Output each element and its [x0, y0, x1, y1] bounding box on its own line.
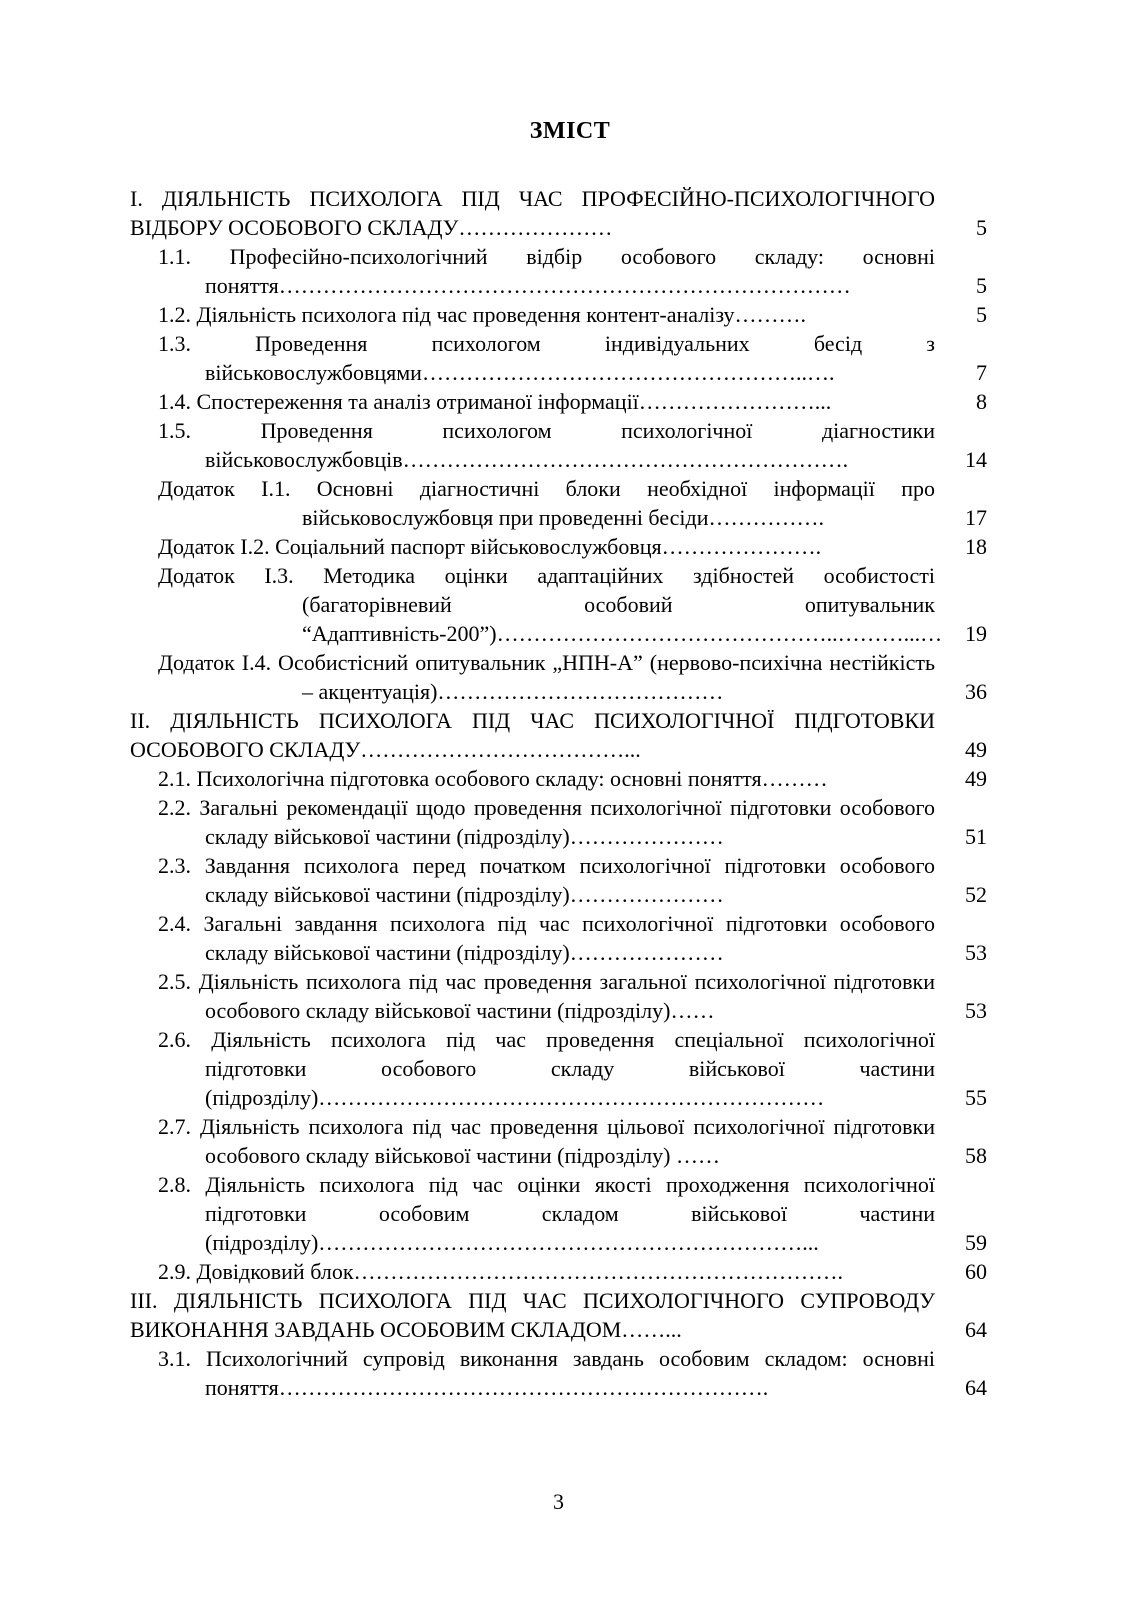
toc-entry-text: Додаток І.2. Соціальний паспорт військовослужбовця…………………. [158, 534, 822, 560]
toc-entry [130, 300, 987, 329]
toc-entry [130, 416, 987, 474]
toc-entry-text: 2.7. Діяльність психолога під час проведення цільової психологічної підготовки особового складу військової частини (підрозділу) …… [158, 1114, 935, 1169]
toc-entry-text: 1.3. Проведення психологом індивідуальних бесід з військовослужбовцями……………………………………………..…. [158, 331, 935, 386]
toc-entry-page: 53 [965, 998, 987, 1024]
toc-entry-text: 2.9. Довідковий блок…………………………………………………………. [158, 1259, 844, 1285]
toc-entry [130, 851, 987, 909]
toc-entry-page: 18 [965, 534, 987, 560]
toc-entry-text: 2.4. Загальні завдання психолога під час психологічної підготовки особового складу військової частини (підрозділу)………………… [158, 911, 935, 966]
toc-entry [130, 706, 987, 764]
toc-entry-page: 59 [965, 1230, 987, 1256]
toc-entry [130, 967, 987, 1025]
toc-entry-page: 36 [965, 679, 987, 705]
toc-entry [130, 474, 987, 532]
toc-entry-page: 55 [965, 1085, 987, 1111]
toc-entry-page: 49 [965, 766, 987, 792]
toc-entry [130, 909, 987, 967]
toc-list [130, 184, 987, 1402]
toc-entry-page: 64 [965, 1317, 987, 1343]
toc-entry-page: 5 [976, 273, 987, 299]
toc-entry-text: 2.5. Діяльність психолога під час проведення загальної психологічної підготовки особового складу військової частини (підрозділу)…… [158, 969, 935, 1024]
toc-entry-text: Додаток І.4. Особистісний опитувальник „НПН-А” (нервово-психічна нестійкість – акцентуація)………………………………… [158, 650, 935, 705]
toc-entry-page: 19 [965, 621, 987, 647]
toc-entry [130, 1112, 987, 1170]
toc-entry-page: 49 [965, 737, 987, 763]
toc-entry-page: 5 [976, 215, 987, 241]
toc-entry [130, 532, 987, 561]
toc-entry [130, 793, 987, 851]
toc-entry-text: 3.1. Психологічний супровід виконання завдань особовим складом: основні поняття…………………………………………………………. [158, 1346, 935, 1401]
toc-entry [130, 1025, 987, 1112]
toc-entry-page: 58 [965, 1143, 987, 1169]
toc-entry [130, 1344, 987, 1402]
toc-entry-text: 1.1. Професійно-психологічний відбір особового складу: основні поняття…………………………………………………………………… [158, 244, 935, 299]
toc-entry-text: 2.1. Психологічна підготовка особового складу: основні поняття……… [158, 766, 828, 792]
toc-entry-text: 2.8. Діяльність психолога під час оцінки якості проходження психологічної підготовки особовим складом військової частини (підрозділу)…………………………………………………………... [158, 1172, 935, 1256]
toc-entry-text: ІІ. ДІЯЛЬНІСТЬ ПСИХОЛОГА ПІД ЧАС ПСИХОЛОГІЧНОЇ ПІДГОТОВКИ ОСОБОВОГО СКЛАДУ………………………………... [130, 708, 935, 763]
toc-entry-text: 2.6. Діяльність психолога під час проведення спеціальної психологічної підготовки особового складу військової частини (підрозділу)…………………………………………………………… [158, 1027, 935, 1111]
toc-entry-page: 7 [976, 360, 987, 386]
page-title: ЗМІСТ [529, 118, 611, 144]
toc-entry [130, 561, 987, 648]
toc-entry [130, 1257, 987, 1286]
toc-entry-page: 14 [965, 447, 987, 473]
toc-entry-page: 17 [965, 505, 987, 531]
footer-page-number: 3 [553, 1489, 564, 1514]
toc-entry-page: 51 [965, 824, 987, 850]
toc-entry-text: ІІІ. ДІЯЛЬНІСТЬ ПСИХОЛОГА ПІД ЧАС ПСИХОЛОГІЧНОГО СУПРОВОДУ ВИКОНАННЯ ЗАВДАНЬ ОСОБОВИМ СКЛАДОМ……... [130, 1288, 935, 1343]
toc-entry-text: Додаток І.3. Методика оцінки адаптаційних здібностей особистості (багаторівневий особовий опитувальник “Адаптивність-200”)………………………………………..………...… [158, 563, 943, 647]
toc-entry-page: 8 [976, 389, 987, 415]
toc-entry [130, 764, 987, 793]
toc-entry-text: 2.2. Загальні рекомендації щодо проведення психологічної підготовки особового складу військової частини (підрозділу)………………… [158, 795, 935, 850]
toc-entry [130, 184, 987, 242]
toc-entry-page: 60 [965, 1259, 987, 1285]
toc-entry [130, 1286, 987, 1344]
toc-entry-page: 53 [965, 940, 987, 966]
toc-entry-text: 1.2. Діяльність психолога під час проведення контент-аналізу………. [158, 302, 807, 328]
toc-entry [130, 387, 987, 416]
toc-entry-text: Додаток І.1. Основні діагностичні блоки необхідної інформації про військовослужбовця при проведенні бесіди……………. [158, 476, 935, 531]
toc-entry-text: 1.5. Проведення психологом психологічної діагностики військовослужбовців……………………………………………………. [158, 418, 935, 473]
toc-entry-text: І. ДІЯЛЬНІСТЬ ПСИХОЛОГА ПІД ЧАС ПРОФЕСІЙНО-ПСИХОЛОГІЧНОГО ВІДБОРУ ОСОБОВОГО СКЛАДУ………………… [130, 186, 935, 241]
toc-entry-page: 5 [976, 302, 987, 328]
toc-entry-text: 2.3. Завдання психолога перед початком психологічної підготовки особового складу військової частини (підрозділу)………………… [158, 853, 935, 908]
toc-entry-text: 1.4. Спостереження та аналіз отриманої інформації……………………... [158, 389, 832, 415]
toc-entry [130, 1170, 987, 1257]
toc-entry-page: 64 [965, 1375, 987, 1401]
toc-entry [130, 329, 987, 387]
toc-entry [130, 242, 987, 300]
toc-entry-page: 52 [965, 882, 987, 908]
toc-entry [130, 648, 987, 706]
